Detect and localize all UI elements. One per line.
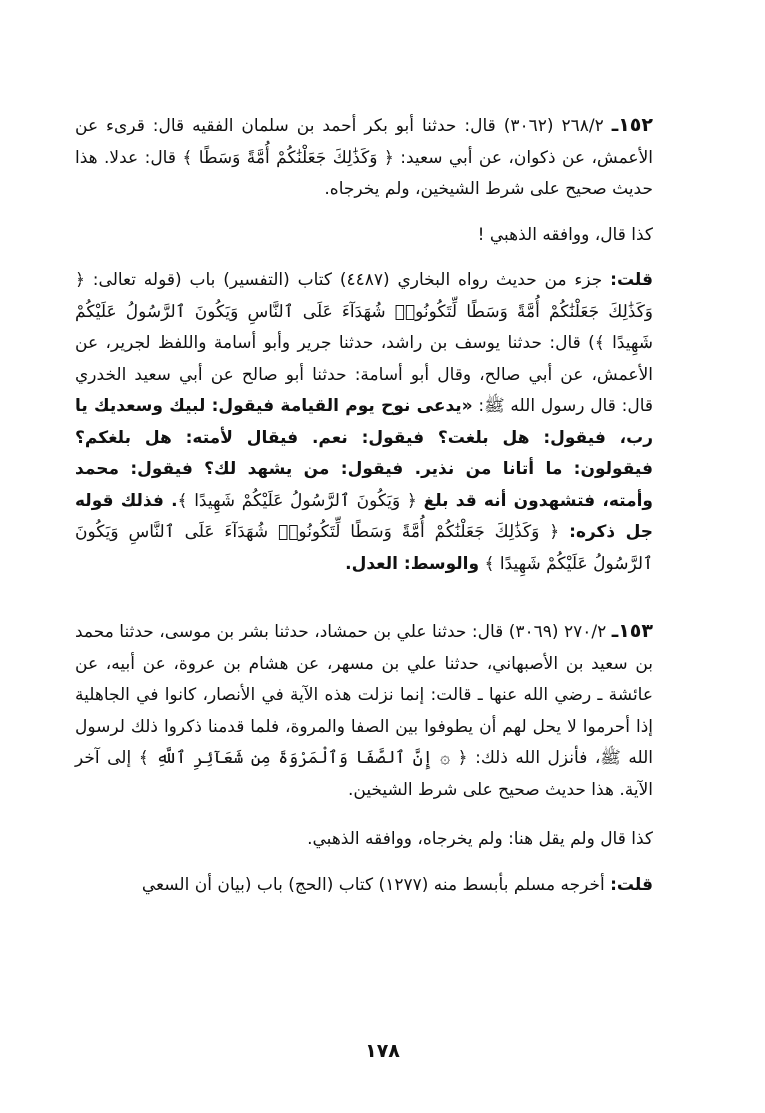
- spacer: [75, 806, 685, 824]
- hadith-153-qult-label: قلت:: [610, 874, 653, 895]
- hadith-152-verse-2: ﴿ وَكَذَٰلِكَ جَعَلْنَٰكُمْ أُمَّةً وَسَطًا لِّتَكُونُوا۟ شُهَدَآءَ عَلَى ٱلنَّاسِ وَيَكُونَ ٱلرَّسُولُ عَلَيْكُمْ شَهِيدًا ﴾: [75, 270, 653, 353]
- hadith-152-text-1: ٢٦٨/٢ (٣٠٦٢) قال: حدثنا أبو بكر أحمد بن سلمان الفقيه قال: قرىء عن الأعمش، عن ذكوان، عن أبي سعيد:: [75, 116, 653, 168]
- hadith-153-commentary: [75, 870, 685, 902]
- spacer: [75, 206, 685, 220]
- hadith-152-qult-label: قلت:: [610, 270, 654, 290]
- hadith-153-commentary-1: أخرجه مسلم بأبسط منه (١٢٧٧) كتاب (الحج) باب (بيان أن السعي: [141, 874, 605, 895]
- hadith-152-dhahabi-note: كذا قال، ووافقه الذهبي !: [477, 224, 653, 245]
- hadith-152-verse-3: ﴿ وَيَكُونَ ٱلرَّسُولُ عَلَيْكُمْ شَهِيدًا ﴾: [177, 490, 417, 511]
- hadith-153-number: ١٥٣ـ: [611, 620, 653, 642]
- hadith-153-verse-1: ﴿ ۞ إِنَّ ٱلصَّفَا وَٱلْمَرْوَةَ مِن شَعَآئِرِ ٱللَّهِ ﴾: [138, 748, 468, 768]
- hadith-152-commentary: [75, 265, 685, 580]
- page-body: [75, 110, 685, 901]
- hadith-152-text-2: قال: عدلا. هذا حديث صحيح على شرط الشيخين، ولم يخرجاه.: [75, 147, 653, 199]
- hadith-152-commentary-4: . فذلك قوله جل ذكره:: [75, 490, 653, 542]
- hadith-152-commentary-2: ) قال: حدثنا يوسف بن راشد، حدثنا جرير وأبو أسامة واللفظ لجرير، عن الأعمش، عن أبي صالح، وقال أبو أسامة: حدثنا أبو صالح عن أبي سعيد الخدري قال: قال رسول الله ﷺ:: [75, 333, 654, 416]
- spacer: [75, 580, 685, 616]
- hadith-153-text-1: ٢٧٠/٢ (٣٠٦٩) قال: حدثنا علي بن حمشاد، حدثنا بشر بن موسى، حدثنا محمد بن سعيد بن الأصبهاني، حدثنا علي بن مسهر، عن هشام بن عروة، عن أبيه، عن عائشة ـ رضي الله عنها ـ قالت: إنما نزلت هذه الآية في الأنصار، كانوا في الجاهلية إذا أحرموا لا يحل لهم أن يطوفوا بين الصفا والمروة، فلما قدمنا ذكروا ذلك لرسول الله ﷺ، فأنزل الله ذلك:: [75, 622, 653, 768]
- hadith-152-verse-1: ﴿ وَكَذَٰلِكَ جَعَلْنَٰكُمْ أُمَّةً وَسَطًا ﴾: [182, 147, 394, 168]
- hadith-153-dhahabi-note: كذا قال ولم يقل هنا: ولم يخرجاه، ووافقه الذهبي.: [307, 829, 653, 849]
- hadith-153-paragraph: [75, 616, 685, 806]
- hadith-152-wasat-definition: والوسط: العدل.: [345, 553, 480, 574]
- page-number: ١٧٨: [365, 1040, 400, 1062]
- spacer: [75, 856, 685, 870]
- hadith-152-number: ١٥٢ـ: [611, 114, 653, 136]
- hadith-152-commentary-1: جزء من حديث رواه البخاري (٤٤٨٧) كتاب (التفسير) باب (قوله تعالى:: [92, 270, 603, 290]
- hadith-153-text-2: إلى آخر الآية. هذا حديث صحيح على شرط الشيخين.: [75, 748, 653, 800]
- hadith-152-prophetic-text: «يدعى نوح يوم القيامة فيقول: لبيك وسعديك يا رب، فيقول: هل بلغت؟ فيقول: نعم. فيقال لأمته: هل بلغكم؟ فيقولون: ما أتانا من نذير. فيقول: من يشهد لك؟ فيقول: محمد وأمته، فتشهدون أنه قد بلغ: [75, 396, 653, 511]
- hadith-152-verse-4: ﴿ وَكَذَٰلِكَ جَعَلْنَٰكُمْ أُمَّةً وَسَطًا لِّتَكُونُوا۟ شُهَدَآءَ عَلَى ٱلنَّاسِ وَيَكُونَ ٱلرَّسُولُ عَلَيْكُمْ شَهِيدًا ﴾: [75, 522, 653, 574]
- hadith-152-paragraph: [75, 110, 685, 206]
- spacer: [75, 251, 685, 265]
